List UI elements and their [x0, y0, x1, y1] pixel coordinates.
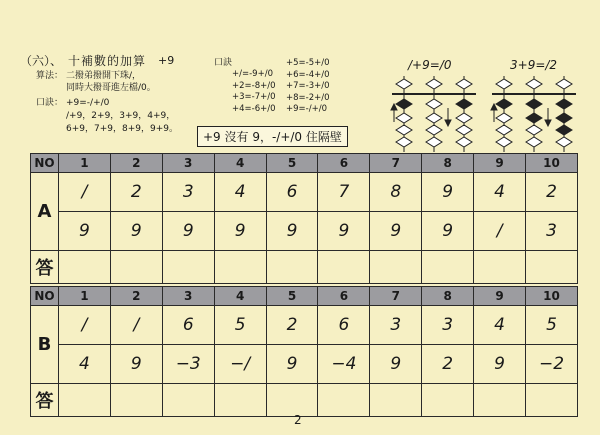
verse-line: +3=-7+/0 — [232, 92, 276, 102]
answer-cell[interactable] — [214, 251, 266, 284]
callout-box: +9 沒有 9，-/+/0 住隔壁 — [197, 126, 348, 147]
column-number: 4 — [214, 287, 266, 306]
chant-line: 6+9，7+9，8+9，9+9。 — [66, 124, 178, 134]
answer-cell[interactable] — [526, 384, 578, 417]
abacus-illustration — [386, 58, 586, 148]
column-number: 6 — [318, 154, 370, 173]
answer-cell[interactable] — [59, 384, 111, 417]
table-header-row — [31, 154, 578, 173]
answer-label: 答 — [31, 384, 59, 417]
column-number: 1 — [59, 287, 111, 306]
problem-top: 6 — [266, 173, 318, 212]
verse-line: +/=-9+/0 — [232, 69, 273, 79]
problem-top: / — [110, 306, 162, 345]
column-number: 9 — [474, 287, 526, 306]
column-number: 3 — [162, 287, 214, 306]
verse-line: +8=-2+/0 — [286, 92, 330, 103]
lesson-title: 十補數的加算 — [68, 54, 147, 68]
problem-row — [31, 212, 578, 251]
problem-top: 4 — [474, 306, 526, 345]
answer-cell[interactable] — [59, 251, 111, 284]
problem-top: 6 — [318, 306, 370, 345]
column-number: 9 — [474, 154, 526, 173]
problem-bottom: 9 — [474, 345, 526, 384]
method-line: 二撥弟撥開下珠/， — [66, 71, 142, 81]
verse-line: +6=-4+/0 — [286, 69, 330, 80]
problem-top: 4 — [214, 173, 266, 212]
verse-left — [232, 69, 276, 115]
problem-bottom: 9 — [214, 212, 266, 251]
answer-cell[interactable] — [422, 384, 474, 417]
verse-label: 口訣 — [214, 58, 233, 68]
column-number: 8 — [422, 287, 474, 306]
no-header: NO — [31, 154, 59, 173]
column-number: 7 — [370, 154, 422, 173]
column-number: 3 — [162, 154, 214, 173]
problem-top: 2 — [266, 306, 318, 345]
problem-top: 4 — [474, 173, 526, 212]
verse-line: +7=-3+/0 — [286, 81, 330, 91]
problem-bottom: 9 — [370, 212, 422, 251]
problem-row — [31, 345, 578, 384]
verse-line: +4=-6+/0 — [232, 103, 276, 114]
problem-top: 3 — [370, 306, 422, 345]
problem-bottom: 4 — [59, 345, 111, 384]
answer-cell[interactable] — [474, 384, 526, 417]
problem-row — [31, 173, 578, 212]
row-label: B — [31, 306, 59, 384]
column-number: 10 — [526, 154, 578, 173]
no-header: NO — [31, 287, 59, 306]
answer-cell[interactable] — [162, 384, 214, 417]
problem-top: 5 — [214, 306, 266, 345]
column-number: 4 — [214, 154, 266, 173]
column-number: 5 — [266, 287, 318, 306]
answer-cell[interactable] — [266, 384, 318, 417]
answer-cell[interactable] — [162, 251, 214, 284]
answer-cell[interactable] — [370, 384, 422, 417]
problem-bottom: 2 — [422, 345, 474, 384]
chant-line: +9=-/+/0 — [66, 98, 110, 108]
method-line: 同時大撥哥進左檔/0。 — [66, 83, 156, 93]
abacus-equation: /+9=/0 — [408, 58, 452, 72]
answer-cell[interactable] — [266, 251, 318, 284]
problem-bottom: −/ — [214, 345, 266, 384]
problem-bottom: 3 — [526, 212, 578, 251]
problem-top: 8 — [370, 173, 422, 212]
problem-bottom: 9 — [422, 212, 474, 251]
problem-top: 9 — [422, 173, 474, 212]
problem-top: / — [59, 306, 111, 345]
problem-top: 6 — [162, 306, 214, 345]
verse-line: +9=-/+/0 — [286, 104, 327, 114]
problem-bottom: 9 — [162, 212, 214, 251]
answer-row — [31, 251, 578, 284]
method-label: 算法： — [36, 71, 64, 81]
problem-top: 3 — [422, 306, 474, 345]
problem-bottom: 9 — [110, 212, 162, 251]
column-number: 6 — [318, 287, 370, 306]
column-number: 5 — [266, 154, 318, 173]
column-number: 7 — [370, 287, 422, 306]
problem-bottom: −3 — [162, 345, 214, 384]
answer-cell[interactable] — [474, 251, 526, 284]
section-number: （六）、 — [20, 54, 63, 68]
column-number: 8 — [422, 154, 474, 173]
problem-top: 2 — [110, 173, 162, 212]
answer-cell[interactable] — [526, 251, 578, 284]
problem-bottom: 9 — [370, 345, 422, 384]
problem-row — [31, 306, 578, 345]
chant-line: /+9，2+9，3+9，4+9， — [66, 111, 176, 121]
chant-label: 口訣： — [36, 98, 64, 108]
problem-top: / — [59, 173, 111, 212]
problem-top: 7 — [318, 173, 370, 212]
abacus-drawing — [386, 74, 586, 154]
exercise-table-a — [30, 153, 578, 284]
problem-bottom: 9 — [110, 345, 162, 384]
answer-row — [31, 384, 578, 417]
answer-cell[interactable] — [370, 251, 422, 284]
exercise-table-b — [30, 286, 578, 417]
problem-top: 5 — [526, 306, 578, 345]
table-header-row — [31, 287, 578, 306]
problem-top: 2 — [526, 173, 578, 212]
column-number: 2 — [110, 154, 162, 173]
column-number: 10 — [526, 287, 578, 306]
problem-top: 3 — [162, 173, 214, 212]
problem-bottom: −2 — [526, 345, 578, 384]
answer-cell[interactable] — [318, 251, 370, 284]
problem-bottom: −4 — [318, 345, 370, 384]
page-number: 2 — [294, 413, 302, 427]
row-label: A — [31, 173, 59, 251]
verse-line: +5=-5+/0 — [286, 58, 330, 68]
problem-bottom: / — [474, 212, 526, 251]
abacus-equation: 3+9=/2 — [510, 58, 558, 72]
problem-bottom: 9 — [266, 345, 318, 384]
answer-cell[interactable] — [110, 384, 162, 417]
lesson-rule: +9 — [158, 54, 175, 67]
problem-bottom: 9 — [318, 212, 370, 251]
column-number: 1 — [59, 154, 111, 173]
column-number: 2 — [110, 287, 162, 306]
answer-label: 答 — [31, 251, 59, 284]
chant-block — [36, 97, 178, 136]
method-block — [36, 70, 156, 94]
problem-bottom: 9 — [266, 212, 318, 251]
answer-cell[interactable] — [422, 251, 474, 284]
verse-right — [286, 58, 330, 116]
answer-cell[interactable] — [318, 384, 370, 417]
answer-cell[interactable] — [110, 251, 162, 284]
verse-line: +2=-8+/0 — [232, 80, 276, 91]
problem-bottom: 9 — [59, 212, 111, 251]
answer-cell[interactable] — [214, 384, 266, 417]
